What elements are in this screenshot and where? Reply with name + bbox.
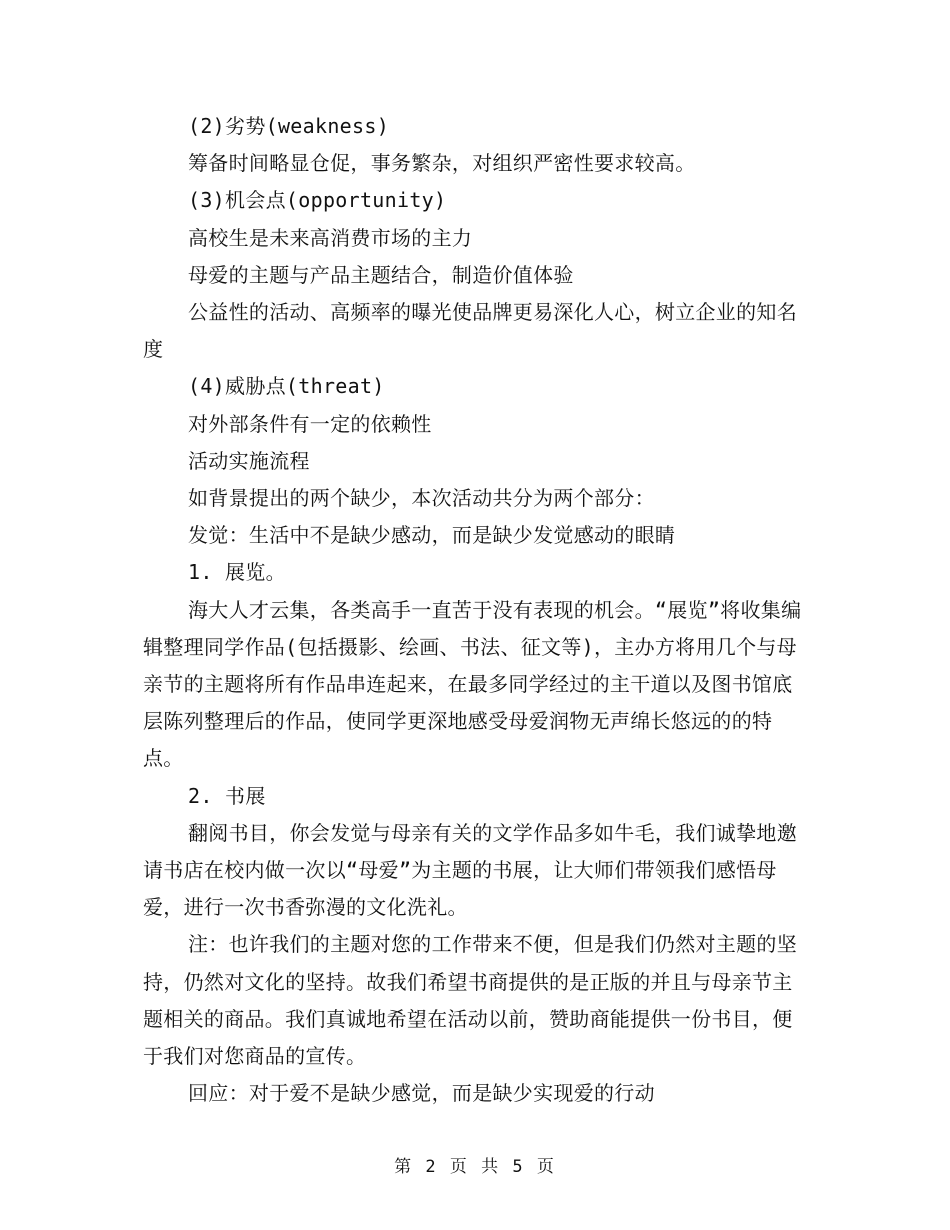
paragraph-exhibition-heading: 1. 展览。 xyxy=(188,560,286,585)
paragraph-exhibition-text: 海大人才云集，各类高手一直苦于没有表现的机会。“展览”将收集编辑整理同学作品(包括摄影、绘画、书法、征文等)，主办方将用几个与母亲节的主题将所有作品串连起来，在最多同学经过的主干道以及图书馆底层陈列整理后的作品，使同学更深地感受母爱润物无声绵长悠远的的特点。 xyxy=(143,597,802,771)
paragraph-opportunity-1: 高校生是未来高消费市场的主力 xyxy=(188,225,473,250)
paragraph-process-heading: 活动实施流程 xyxy=(188,448,310,473)
paragraph-threat-text: 对外部条件有一定的依赖性 xyxy=(188,411,432,436)
page-footer: 第 2 页 共 5 页 xyxy=(394,1157,556,1177)
paragraph-note: 注：也许我们的主题对您的工作带来不便，但是我们仍然对主题的坚持，仍然对文化的坚持。故我们希望书商提供的是正版的并且与母亲节主题相关的商品。我们真诚地希望在活动以前，赞助商能提供一份书目，便于我们对您商品的宣传。 xyxy=(143,932,797,1069)
paragraph-bookfair-heading: 2. 书展 xyxy=(188,783,266,808)
paragraph-discover: 发觉：生活中不是缺少感动，而是缺少发觉感动的眼睛 xyxy=(188,523,676,548)
paragraph-opportunity-3: 公益性的活动、高频率的曝光使品牌更易深化人心，树立企业的知名度 xyxy=(143,300,797,362)
paragraph-opportunity-heading: (3)机会点(opportunity) xyxy=(188,188,447,213)
paragraph-threat-heading: (4)威胁点(threat) xyxy=(188,374,385,399)
paragraph-weakness-text: 筹备时间略显仓促，事务繁杂，对组织严密性要求较高。 xyxy=(188,151,696,176)
document-body xyxy=(143,108,803,1112)
paragraph-weakness-heading: (2)劣势(weakness) xyxy=(188,114,390,138)
paragraph-opportunity-2: 母爱的主题与产品主题结合，制造价值体验 xyxy=(188,262,574,287)
paragraph-process-intro: 如背景提出的两个缺少，本次活动共分为两个部分： xyxy=(188,486,655,511)
paragraph-response: 回应：对于爱不是缺少感觉，而是缺少实现爱的行动 xyxy=(188,1081,655,1106)
paragraph-bookfair-text: 翻阅书目，你会发觉与母亲有关的文学作品多如牛毛，我们诚挚地邀请书店在校内做一次以“母爱”为主题的书展，让大师们带领我们感悟母爱，进行一次书香弥漫的文化洗礼。 xyxy=(143,820,797,920)
